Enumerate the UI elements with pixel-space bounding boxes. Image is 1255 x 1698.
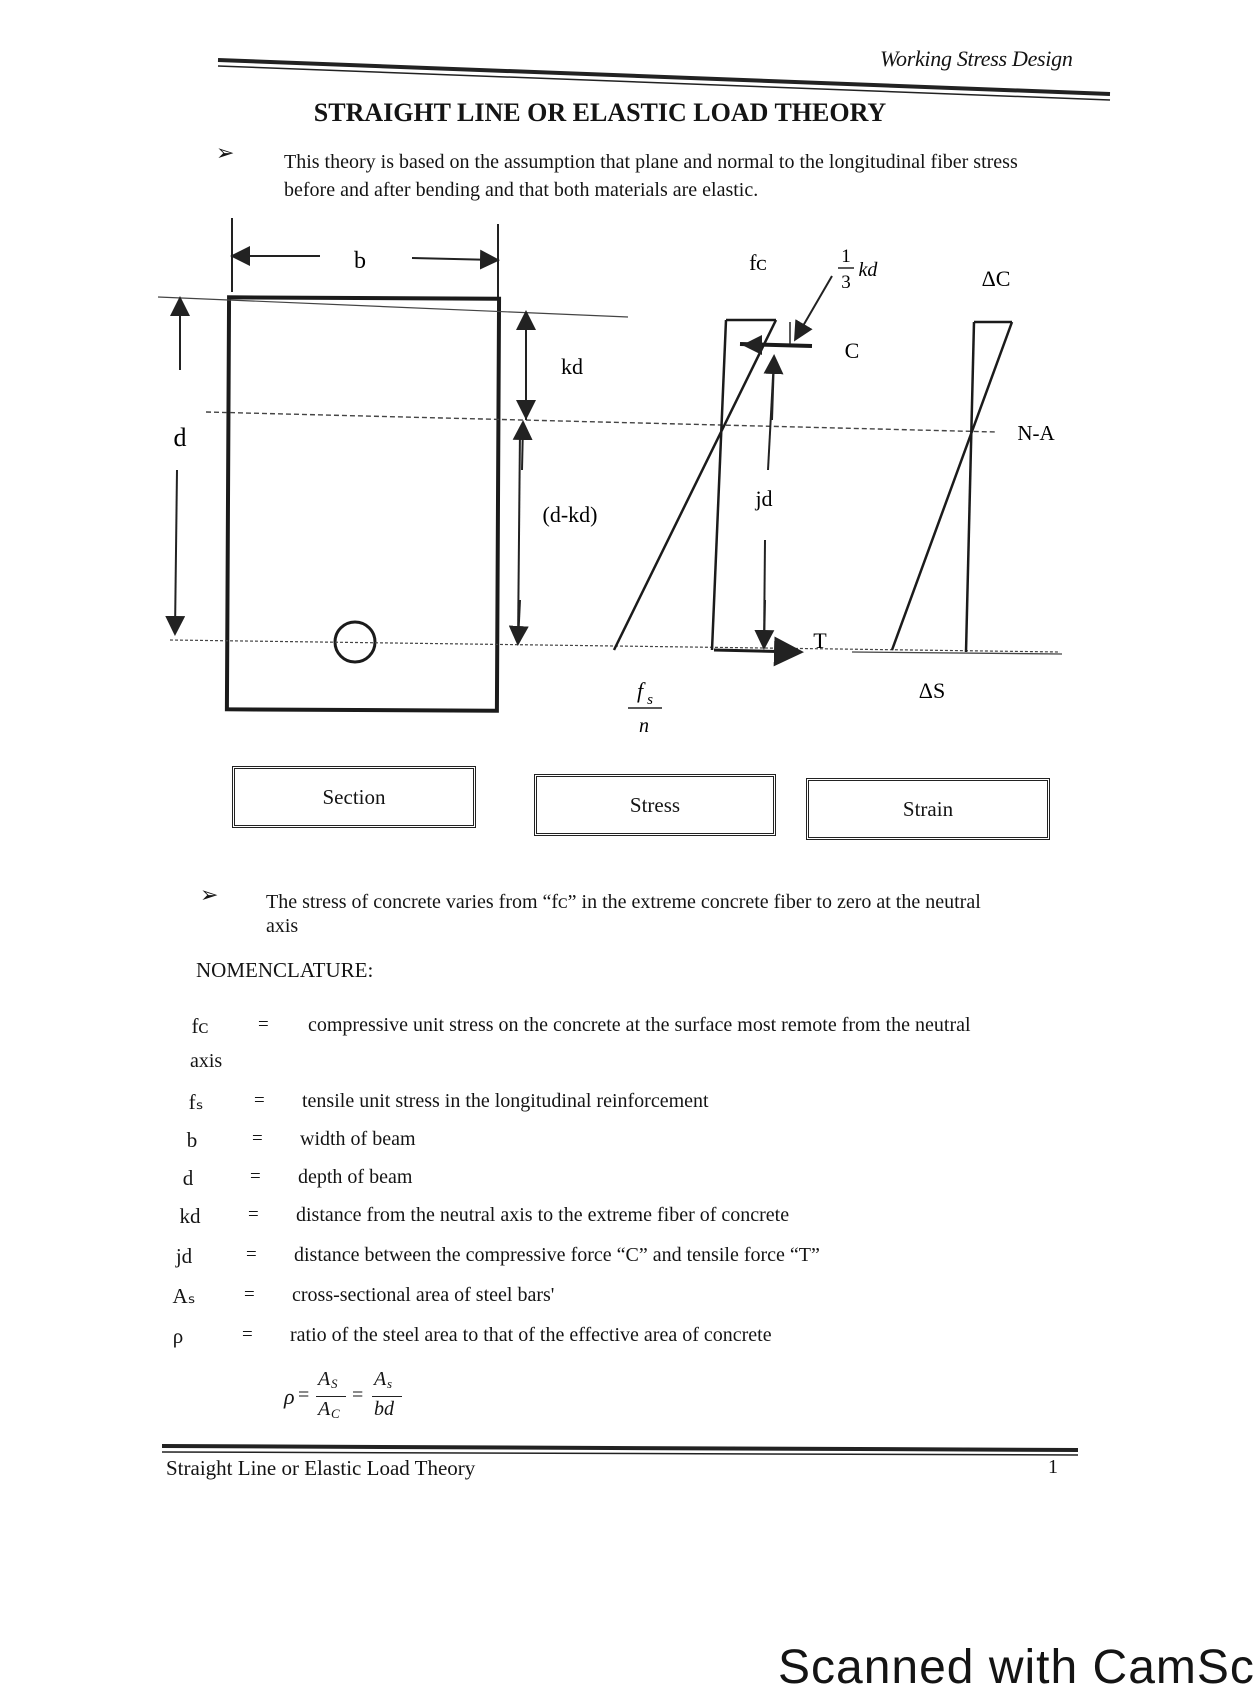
- bullet-marker-2: ➢: [200, 882, 219, 907]
- nom-def-fs: tensile unit stress in the longitudinal reinforcement: [302, 1090, 709, 1112]
- fs-label: f: [636, 678, 644, 703]
- delta-c-label: ΔC: [981, 266, 1011, 291]
- stress-line-1: The stress of concrete varies from “fᴄ” in the extreme concrete fiber to zero at the neutral: [266, 891, 981, 913]
- formula-rho: ρ: [284, 1384, 295, 1409]
- nom-eq: =: [250, 1166, 261, 1187]
- running-header: Working Stress Design: [880, 46, 1073, 71]
- formula-num1: A: [318, 1368, 331, 1390]
- nom-def-b: width of beam: [300, 1128, 416, 1150]
- one-third-den: 3: [841, 272, 851, 293]
- t-label: T: [813, 628, 827, 653]
- formula-num1-sub: S: [331, 1376, 338, 1391]
- kd-label: kd: [561, 354, 583, 379]
- one-third-num: 1: [841, 246, 851, 267]
- footer-title: Straight Line or Elastic Load Theory: [166, 1456, 476, 1480]
- na-label: N-A: [1017, 421, 1055, 445]
- nom-eq: =: [254, 1090, 265, 1111]
- stress-line-2: axis: [266, 915, 299, 937]
- formula-den1: A: [318, 1398, 331, 1420]
- b-label: b: [354, 248, 366, 274]
- formula-num2-sub: s: [387, 1376, 393, 1391]
- nomenclature-heading: NOMENCLATURE:: [196, 958, 374, 982]
- intro-line-2: before and after bending and that both materials are elastic.: [284, 179, 759, 201]
- d-label: d: [173, 423, 187, 452]
- nom-eq: =: [252, 1128, 263, 1149]
- fc-label: fᴄ: [749, 250, 767, 275]
- nom-symbol-d: d: [182, 1166, 194, 1190]
- formula-eq-2: =: [352, 1384, 364, 1406]
- nom-symbol-fc: fᴄ: [191, 1014, 209, 1038]
- page-title: STRAIGHT LINE OR ELASTIC LOAD THEORY: [313, 98, 887, 127]
- nom-symbol-as: Aₛ: [172, 1284, 196, 1308]
- nom-eq: =: [244, 1284, 255, 1305]
- formula-den1-sub: C: [331, 1406, 340, 1421]
- formula-bar-1: [316, 1396, 346, 1397]
- formula-num2: A: [374, 1368, 387, 1390]
- nom-symbol-rho: ρ: [172, 1324, 184, 1348]
- nom-def-fc: compressive unit stress on the concrete at the surface most remote from the neutral: [308, 1014, 971, 1036]
- intro-line-1: This theory is based on the assumption that plane and normal to the longitudinal fiber stress: [284, 151, 1018, 173]
- section-panel-label: Section: [232, 766, 476, 828]
- strain-panel-label: Strain: [806, 778, 1050, 840]
- nom-def-jd: distance between the compressive force “C” and tensile force “T”: [294, 1244, 820, 1266]
- nom-def-d: depth of beam: [298, 1166, 413, 1188]
- bullet-marker: ➢: [216, 140, 235, 165]
- formula-den2: bd: [374, 1398, 394, 1420]
- nom-def-fc-cont: axis: [190, 1050, 223, 1072]
- nom-eq: =: [246, 1244, 257, 1265]
- nom-symbol-fs: fₛ: [188, 1090, 204, 1114]
- jd-label: jd: [755, 486, 773, 511]
- nom-eq: =: [242, 1324, 253, 1345]
- formula-bar-2: [372, 1396, 402, 1397]
- delta-s-label: ΔS: [918, 678, 946, 703]
- stress-panel-label: Stress: [534, 774, 776, 836]
- c-label: C: [844, 338, 860, 363]
- nom-symbol-jd: jd: [175, 1244, 193, 1268]
- nom-def-rho: ratio of the steel area to that of the effective area of concrete: [290, 1324, 772, 1346]
- formula-eq-1: =: [298, 1384, 310, 1406]
- nom-def-as: cross-sectional area of steel bars': [292, 1284, 555, 1306]
- n-label: n: [639, 715, 649, 737]
- nom-symbol-kd: kd: [179, 1204, 201, 1228]
- page-number: 1: [1048, 1456, 1058, 1478]
- one-third-kd: kd: [858, 259, 878, 281]
- fs-sub-label: s: [647, 692, 653, 708]
- nom-eq: =: [248, 1204, 259, 1225]
- nom-symbol-b: b: [186, 1128, 198, 1152]
- rho-formula: [284, 1368, 424, 1428]
- nom-def-kd: distance from the neutral axis to the extreme fiber of concrete: [296, 1204, 790, 1226]
- nom-eq: =: [258, 1014, 269, 1035]
- d-minus-kd-label: (d-kd): [542, 502, 598, 527]
- scan-watermark: Scanned with CamSc: [778, 1641, 1255, 1694]
